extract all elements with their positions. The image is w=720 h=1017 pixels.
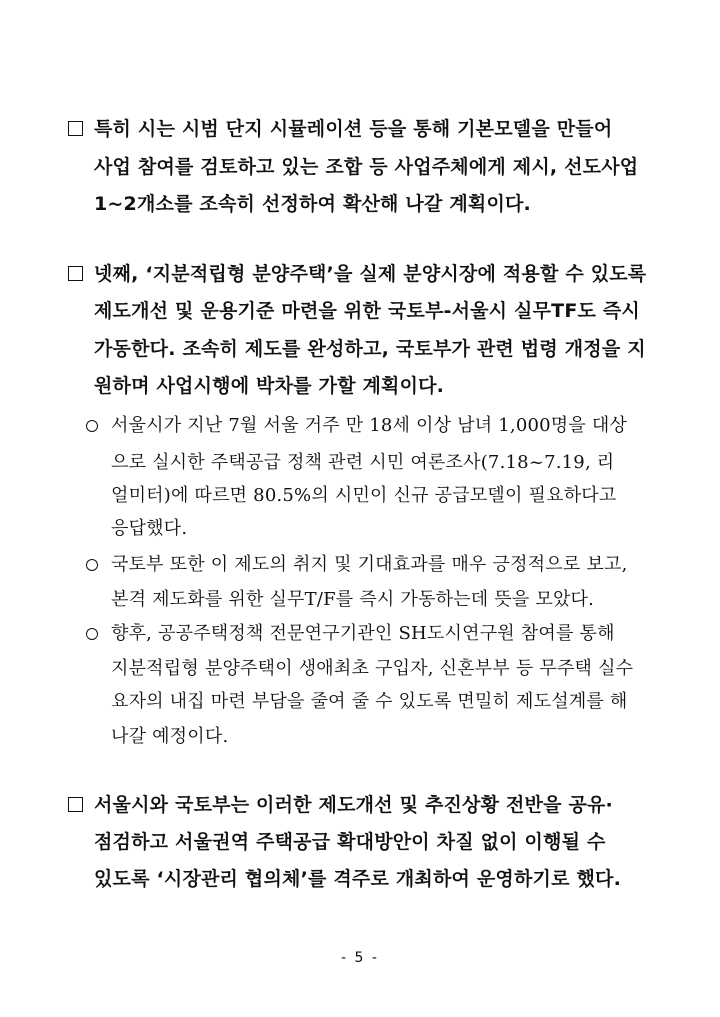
sub-item-3-line-1: 향후, 공공주택정책 전문연구기관인 SH도시연구원 참여를 통해	[111, 623, 615, 644]
paragraph-2-line-2: 제도개선 및 운용기준 마련을 위한 국토부-서울시 실무TF도 즉시	[94, 300, 640, 322]
square-bullet-icon	[68, 797, 83, 812]
sub-item-2-line-2: 본격 제도화를 위한 실무T/F를 즉시 가동하는데 뜻을 모았다.	[111, 589, 595, 610]
sub-item-3-line-3: 요자의 내집 마련 부담을 줄여 줄 수 있도록 면밀히 제도설계를 해	[111, 691, 628, 712]
page-number: - 5 -	[341, 950, 379, 966]
paragraph-2-line-4: 원하며 사업시행에 박차를 가할 계획이다.	[94, 375, 445, 397]
paragraph-3-line-3: 있도록 ‘시장관리 협의체’를 격주로 개최하여 운영하기로 했다.	[94, 868, 621, 890]
paragraph-3-line-2: 점검하고 서울권역 주택공급 확대방안이 차질 없이 이행될 수	[94, 831, 606, 853]
sub-item-1-line-1: 서울시가 지난 7월 서울 거주 만 18세 이상 남녀 1,000명을 대상	[111, 415, 628, 436]
circle-bullet-icon	[86, 420, 98, 432]
square-bullet-icon	[68, 121, 83, 136]
paragraph-1-line-2: 사업 참여를 검토하고 있는 조합 등 사업주체에게 제시, 선도사업	[94, 156, 639, 178]
paragraph-1-line-1: 특히 시는 시범 단지 시뮬레이션 등을 통해 기본모델을 만들어	[94, 118, 613, 140]
sub-item-3-line-2: 지분적립형 분양주택이 생애최초 구입자, 신혼부부 등 무주택 실수	[111, 658, 634, 679]
paragraph-3-line-1: 서울시와 국토부는 이러한 제도개선 및 추진상황 전반을 공유·	[94, 794, 613, 816]
paragraph-1-line-3: 1~2개소를 조속히 선정하여 확산해 나갈 계획이다.	[94, 193, 531, 215]
sub-item-1-line-3: 얼미터)에 따르면 80.5%의 시민이 신규 공급모델이 필요하다고	[111, 485, 617, 506]
circle-bullet-icon	[86, 559, 98, 571]
paragraph-2-line-1: 넷째, ‘지분적립형 분양주택’을 실제 분양시장에 적용할 수 있도록	[94, 263, 647, 285]
square-bullet-icon	[68, 266, 83, 281]
sub-item-1-line-2: 으로 실시한 주택공급 정책 관련 시민 여론조사(7.18~7.19, 리	[111, 452, 615, 473]
sub-item-3-line-4: 나갈 예정이다.	[111, 726, 229, 747]
sub-item-2-line-1: 국토부 또한 이 제도의 취지 및 기대효과를 매우 긍정적으로 보고,	[111, 554, 628, 575]
paragraph-2-line-3: 가동한다. 조속히 제도를 완성하고, 국토부가 관련 법령 개정을 지	[94, 338, 646, 360]
sub-item-1-line-4: 응답했다.	[111, 518, 188, 539]
circle-bullet-icon	[86, 628, 98, 640]
